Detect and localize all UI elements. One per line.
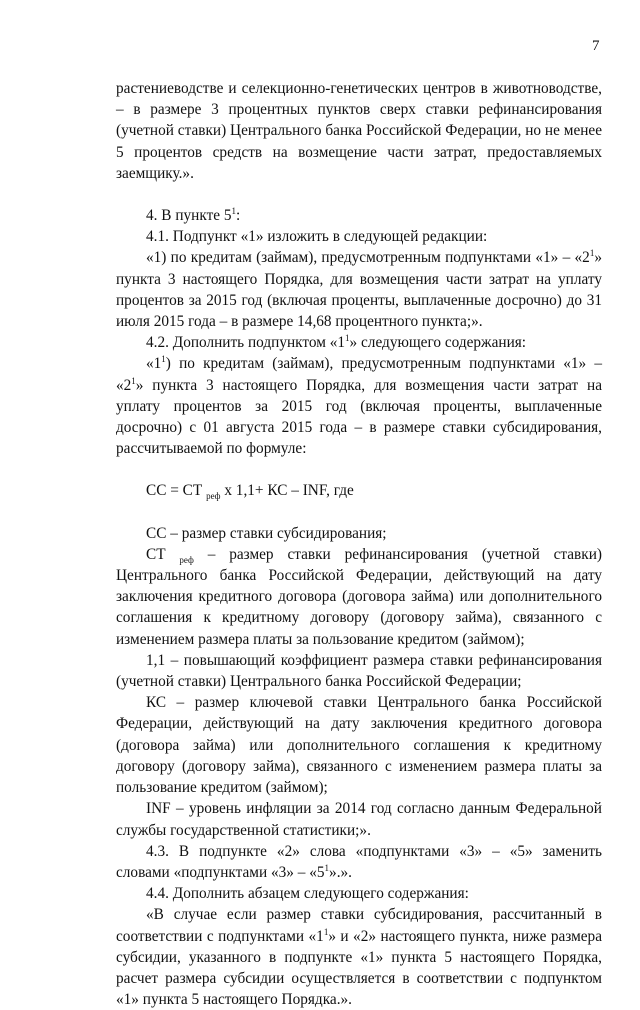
definition-st-ref: СТ $_{реф}$ – размер ставки рефинансирования (учетной ставки) Центрального банка Российской Федерации, действующий на дату заключения кредитного договора (договора займа) или дополнительного соглашения к кредитному договору (договору займа), связанного с изменением размера платы за пользование кредитом (займом);: [116, 545, 602, 648]
definition-inf: INF – уровень инфляции за 2014 год согласно данным Федеральной службы государственной статистики;».: [116, 800, 602, 839]
paragraph-intro: растениеводстве и селекционно-генетических центров в животноводстве, – в размере 3 процентных пунктов сверх ставки рефинансирования (учетной ставки) Центрального банка Российской Федерации, но не менее 5 процентов средств на возмещение части затрат, предоставляемых заемщику.».: [116, 80, 602, 182]
document-body: [116, 78, 602, 1010]
item-4-4: 4.4. Дополнить абзацем следующего содержания:: [146, 885, 469, 903]
definition-ks: КС – размер ключевой ставки Центрального банка Российской Федерации, действующий на дату заключения кредитного договора (договора займа) или дополнительного соглашения к кредитному договору (договору займа), связанного с изменением размера платы за пользование кредитом (займом);: [116, 694, 602, 797]
item-4-1: 4.1. Подпункт «1» изложить в следующей редакции:: [146, 228, 488, 246]
spacer: [116, 502, 602, 523]
final-paragraph: «В случае если размер ставки субсидирования, рассчитанный в соответствии с подпунктами «$1^1$» и «2» настоящего пункта, ниже размера субсидии, указанного в подпункте «1» пункта 5 настоящего Порядка, расчет размера субсидии осуществляется в соответствии с подпунктом «1» пункта 5 настоящего Порядка.».: [116, 906, 602, 1009]
subpoint-1-1: «$1^1$) по кредитам (займам), предусмотренным подпунктами «1» – «$2^1$» пункта 3 настоящего Порядка, для возмещения части затрат на уплату процентов за 2015 год (включая проценты, выплаченные досрочно) с 01 августа 2015 года – в размере ставки субсидирования, рассчитываемой по формуле:: [116, 354, 602, 458]
page-number: 7: [592, 38, 600, 54]
item-4-2: 4.2. Дополнить подпунктом «$1^1$» следующего содержания:: [146, 333, 527, 352]
formula: СС = СТ $_{реф}$ х 1,1+ КС – INF, где: [146, 482, 354, 502]
item-4-3: 4.3. В подпункте «2» слова «подпунктами «3» – «5» заменить словами «подпунктами «3» – «$5^1$».».: [116, 842, 602, 881]
spacer: [116, 459, 602, 480]
definition-coefficient: 1,1 – повышающий коэффициент размера ставки рефинансирования (учетной ставки) Центрального банка Российской Федерации;: [116, 651, 602, 691]
spacer: [116, 184, 602, 205]
subpoint-1: «1) по кредитам (займам), предусмотренным подпунктами «1» – «$2^1$» пункта 3 настоящего Порядка, для возмещения части затрат на уплату процентов за 2015 год (включая проценты, выплаченные досрочно) до 31 июля 2015 года – в размере 14,68 процентного пункта;».: [116, 248, 602, 331]
definition-cc: СС – размер ставки субсидирования;: [146, 524, 387, 542]
item-4: 4. В пункте $5^1$:: [146, 205, 241, 225]
